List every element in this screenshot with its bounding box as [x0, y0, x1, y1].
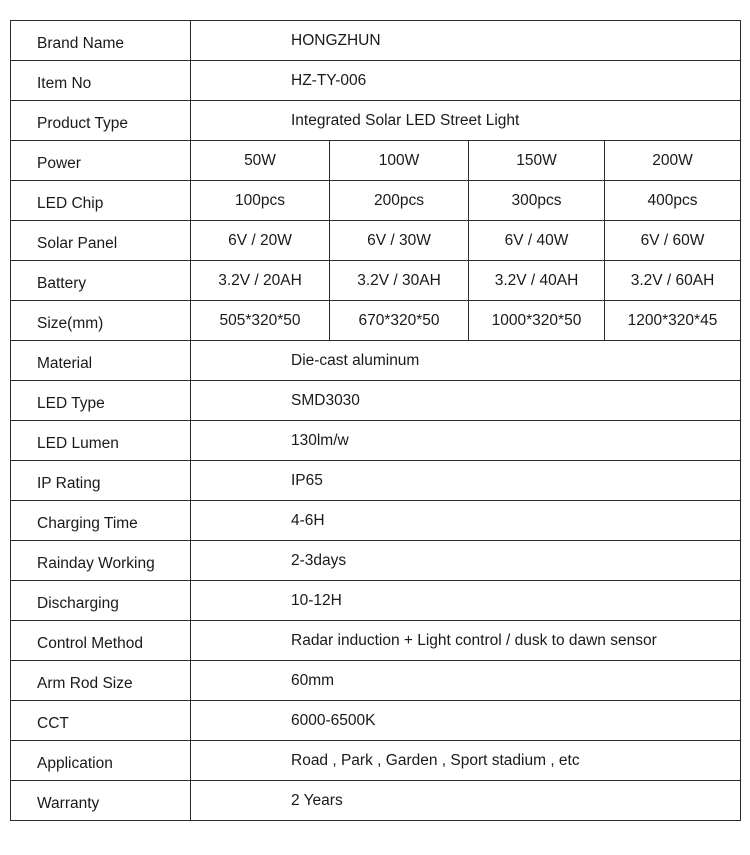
- row-cell: 6V / 40W: [469, 221, 605, 261]
- row-cell: 100pcs: [191, 181, 330, 221]
- table-row: [11, 581, 741, 621]
- row-value: SMD3030: [191, 381, 741, 421]
- table-row: [11, 781, 741, 821]
- row-label: Solar Panel: [11, 221, 191, 261]
- row-cell: 300pcs: [469, 181, 605, 221]
- table-row: [11, 221, 741, 261]
- table-row: [11, 621, 741, 661]
- row-value: HZ-TY-006: [191, 61, 741, 101]
- row-cell: 670*320*50: [330, 301, 469, 341]
- row-label: Warranty: [11, 781, 191, 821]
- row-value: HONGZHUN: [191, 21, 741, 61]
- row-value: Road , Park , Garden , Sport stadium , etc: [191, 741, 741, 781]
- table-row: [11, 61, 741, 101]
- row-value: 2-3days: [191, 541, 741, 581]
- row-value: 10-12H: [191, 581, 741, 621]
- row-label: Item No: [11, 61, 191, 101]
- row-value: Integrated Solar LED Street Light: [191, 101, 741, 141]
- row-cell: 200W: [605, 141, 741, 181]
- row-label: IP Rating: [11, 461, 191, 501]
- row-value: 130lm/w: [191, 421, 741, 461]
- row-label: LED Lumen: [11, 421, 191, 461]
- row-label: Battery: [11, 261, 191, 301]
- row-cell: 3.2V / 30AH: [330, 261, 469, 301]
- table-row: [11, 141, 741, 181]
- row-cell: 1000*320*50: [469, 301, 605, 341]
- row-value: 4-6H: [191, 501, 741, 541]
- row-label: Brand Name: [11, 21, 191, 61]
- row-cell: 6V / 30W: [330, 221, 469, 261]
- row-label: LED Type: [11, 381, 191, 421]
- row-value: IP65: [191, 461, 741, 501]
- row-cell: 505*320*50: [191, 301, 330, 341]
- row-value: 60mm: [191, 661, 741, 701]
- table-row: [11, 341, 741, 381]
- row-label: Rainday Working: [11, 541, 191, 581]
- row-cell: 200pcs: [330, 181, 469, 221]
- row-cell: 3.2V / 40AH: [469, 261, 605, 301]
- table-row: [11, 741, 741, 781]
- row-value: Radar induction + Light control / dusk to dawn sensor: [191, 621, 741, 661]
- row-label: Charging Time: [11, 501, 191, 541]
- row-cell: 1200*320*45: [605, 301, 741, 341]
- row-cell: 3.2V / 60AH: [605, 261, 741, 301]
- row-label: Size(mm): [11, 301, 191, 341]
- row-cell: 6V / 20W: [191, 221, 330, 261]
- table-row: [11, 421, 741, 461]
- row-label: Product Type: [11, 101, 191, 141]
- row-label: Material: [11, 341, 191, 381]
- table-row: [11, 101, 741, 141]
- table-row: [11, 261, 741, 301]
- row-cell: 50W: [191, 141, 330, 181]
- table-row: [11, 461, 741, 501]
- row-label: Application: [11, 741, 191, 781]
- row-cell: 150W: [469, 141, 605, 181]
- spec-table: [10, 20, 741, 821]
- row-label: Power: [11, 141, 191, 181]
- table-row: [11, 381, 741, 421]
- row-cell: 400pcs: [605, 181, 741, 221]
- row-label: LED Chip: [11, 181, 191, 221]
- table-row: [11, 541, 741, 581]
- table-row: [11, 701, 741, 741]
- table-row: [11, 181, 741, 221]
- row-cell: 3.2V / 20AH: [191, 261, 330, 301]
- row-label: Control Method: [11, 621, 191, 661]
- row-value: Die-cast aluminum: [191, 341, 741, 381]
- row-label: CCT: [11, 701, 191, 741]
- table-row: [11, 21, 741, 61]
- row-value: 6000-6500K: [191, 701, 741, 741]
- table-row: [11, 301, 741, 341]
- table-row: [11, 661, 741, 701]
- row-cell: 100W: [330, 141, 469, 181]
- table-row: [11, 501, 741, 541]
- row-value: 2 Years: [191, 781, 741, 821]
- row-cell: 6V / 60W: [605, 221, 741, 261]
- row-label: Arm Rod Size: [11, 661, 191, 701]
- row-label: Discharging: [11, 581, 191, 621]
